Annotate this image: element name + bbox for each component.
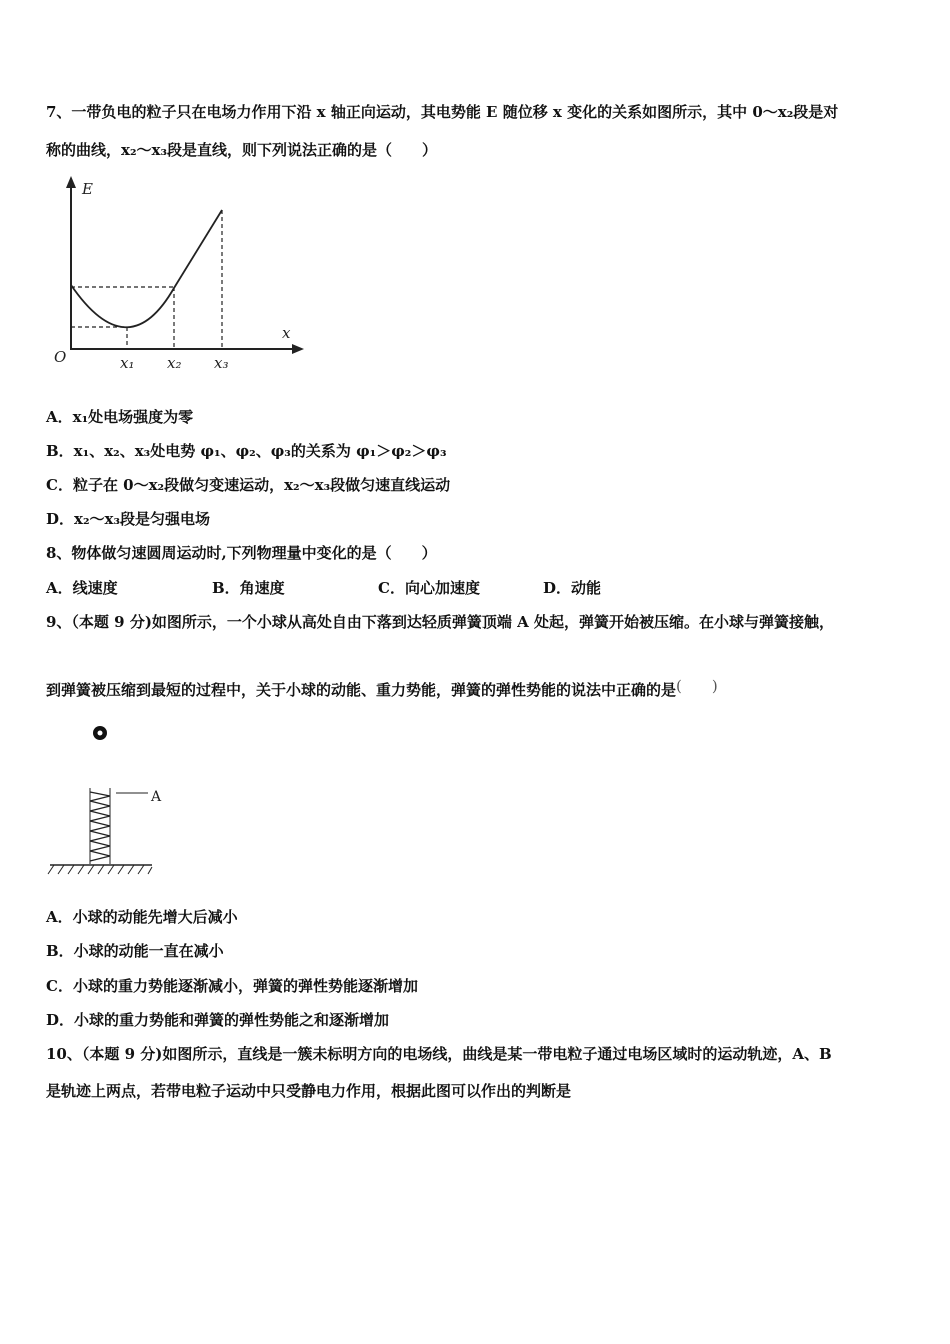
q10-stem-line1: 10、（本题 9 分)如图所示，直线是一簇未标明方向的电场线，曲线是某一带电粒子通过电场区域时的运动轨迹，A、B	[46, 1045, 832, 1063]
x-axis-label: x	[282, 324, 291, 342]
tick-x1: x₁	[120, 354, 135, 372]
q9-spring-figure	[48, 722, 178, 882]
q7-option-b: B．x₁、x₂、x₃处电势 φ₁、φ₂、φ₃的关系为 φ₁＞φ₂＞φ₃	[46, 442, 447, 460]
spring	[90, 792, 110, 861]
q7-option-c: C．粒子在 0～x₂段做匀变速运动，x₂～x₃段做匀速直线运动	[46, 476, 451, 494]
q8-stem: 8、物体做匀速圆周运动时,下列物理量中变化的是（ ）	[46, 544, 437, 562]
q9-option-d: D．小球的重力势能和弹簧的弹性势能之和逐渐增加	[46, 1011, 390, 1029]
x-axis-arrow	[292, 344, 304, 354]
q9-option-a: A．小球的动能先增大后减小	[46, 908, 238, 926]
q9-stem-text: 到弹簧被压缩到最短的过程中，关于小球的动能、重力势能，弹簧的弹性势能的说法中正确的是	[46, 681, 677, 699]
q8-option-c: C．向心加速度	[378, 579, 480, 597]
q10-stem-line2: 是轨迹上两点，若带电粒子运动中只受静电力作用，根据此图可以作出的判断是	[46, 1082, 572, 1100]
y-axis-arrow	[66, 176, 76, 188]
q7-stem-line2: 称的曲线，x₂～x₃段是直线，则下列说法正确的是（ ）	[46, 141, 438, 159]
tick-x3: x₃	[214, 354, 229, 372]
q9-option-b: B．小球的动能一直在减小	[46, 942, 224, 960]
q9-answer-blank: ( )	[676, 677, 718, 695]
q9-stem-line2	[46, 676, 718, 700]
q9-stem-line1: 9、（本题 9 分)如图所示，一个小球从高处自由下落到达轻质弹簧顶端 A 处起，弹簧开始被压缩。在小球与弹簧接触，	[46, 613, 835, 631]
q7-stem-line1: 7、一带负电的粒子只在电场力作用下沿 x 轴正向运动，其电势能 E 随位移 x 变化的关系如图所示，其中 0～x₂段是对	[46, 103, 839, 121]
q8-option-d: D．动能	[543, 579, 602, 597]
q7-energy-graph	[50, 172, 320, 382]
q7-option-d: D．x₂～x₃段是匀强电场	[46, 510, 211, 528]
energy-curve	[71, 285, 174, 327]
q8-option-b: B．角速度	[212, 579, 285, 597]
tick-x2: x₂	[167, 354, 182, 372]
q8-option-a: A．线速度	[46, 579, 118, 597]
origin-label: O	[54, 348, 67, 366]
q9-option-c: C．小球的重力势能逐渐减小，弹簧的弹性势能逐渐增加	[46, 977, 418, 995]
q7-option-a: A．x₁处电场强度为零	[46, 408, 194, 426]
y-axis-label: E	[82, 180, 93, 198]
point-a-label: A	[151, 789, 162, 805]
energy-line-segment	[174, 210, 222, 288]
